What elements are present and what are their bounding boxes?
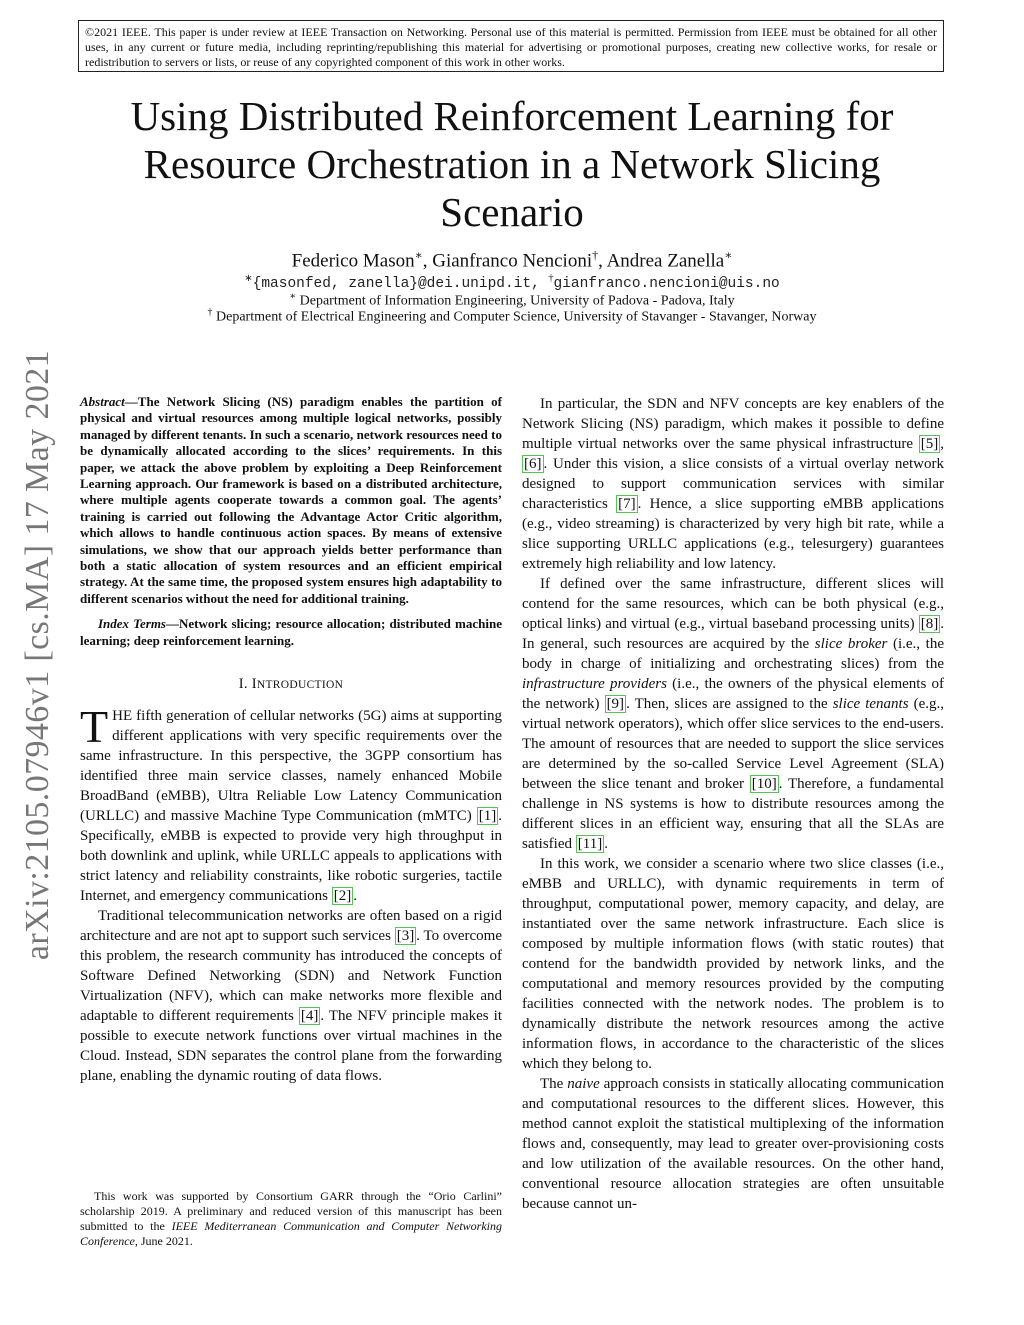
text-run: . Specifically, eMBB is expected to provide very high throughput in both downlink and uplink, while URLLC appeals to applications with strict latency and reliability constraints, like robotic surgeries, tactile Internet, and emergency communications — [80, 808, 502, 905]
section-title-rest: NTRODUCTION — [256, 679, 344, 692]
intro-paragraph-2 — [80, 906, 502, 1086]
right-column — [522, 394, 944, 1214]
text-run: . The NFV principle makes it possible to execute network functions over virtual machines in the Cloud. Instead, SDN separates the control plane from the forwarding plane, enabling the dynamic routing of data flows. — [80, 1008, 502, 1085]
citation-link[interactable]: [2] — [333, 888, 352, 905]
abstract-dash: — — [124, 394, 138, 409]
italic-term: infrastructure providers — [522, 676, 667, 692]
author-mark: † — [592, 248, 599, 262]
text-run: (i.e., the owners of the physical elements of the network) — [522, 676, 944, 712]
affiliation-mark: † — [207, 307, 213, 318]
author-3: Andrea Zanella — [606, 250, 725, 272]
abstract-label: Abstract — [80, 394, 125, 409]
body-paragraph-3: In this work, we consider a scenario where two slice classes (i.e., eMBB and URLLC), with dynamic requirements in term of throughput, computational power, memory capacity, and delay, are instantiated over the same network infrastructure. Each slice is composed by multiple information flows (with static routes) that contend for the bandwidth provided by network links, and the computational and memory resources provided by the computing facilities connected with the network nodes. The problem is to dynamically distribute the network resources among the active information flows, in accordance to the characteristic of the slices which they belong to. — [522, 856, 944, 1072]
index-terms-text: Network slicing; resource allocation; distributed machine learning; deep reinforcement learning. — [80, 616, 503, 648]
author-2: Gianfranco Nencioni — [432, 250, 593, 272]
italic-term: slice tenants — [832, 696, 909, 712]
text-run: (e.g., virtual network operators), which offer slice services to the end-users. The amount of resources that are needed to support the slice services are determined by the so-called Service Level Agreement (SLA) between the slice tenant and broker — [522, 696, 944, 792]
italic-term: naive — [567, 1076, 600, 1092]
citation-link[interactable]: [11] — [577, 836, 603, 852]
text-run: In particular, the SDN and NFV concepts are key enablers of the Network Slicing (NS) paradigm, which makes it possible to define multiple virtual networks over the same physical infrastructure — [522, 396, 944, 452]
author-list — [100, 243, 924, 273]
body-paragraph-2 — [522, 574, 944, 854]
affiliation-text: Department of Electrical Engineering and Computer Science, University of Stavanger - Stavanger, Norway — [212, 309, 817, 325]
email-mark: ∗ — [244, 273, 253, 284]
footnote — [80, 1189, 502, 1249]
author-1: Federico Mason — [291, 250, 415, 272]
arxiv-stamp — [14, 330, 62, 980]
section-numeral: I. — [238, 676, 252, 693]
text-run: . To overcome this problem, the research community has introduced the concepts of Software Defined Networking (SDN) and Network Function Virtualization (NFV), which can make networks more flexible and adaptable to different requirements — [80, 928, 503, 1025]
text-run: HE fifth generation of cellular networks (5G) aims at supporting different applications with very specific requirements over the same infrastructure. In this perspective, the 3GPP consortium has identified three main service classes, namely enhanced Mobile BroadBand (eMBB), Ultra Reliable Low Latency Communication (URLLC) and massive Machine Type Communication (mMTC) — [80, 708, 502, 825]
text-run: Traditional telecommunication networks are often based on a rigid architecture and are not apt to support such services — [80, 908, 502, 945]
text-run: The — [540, 1076, 568, 1092]
text-run: . Therefore, a fundamental challenge in NS systems is how to distribute resources among the different slices in an efficient way, ensuring that all the SLAs are satisfied — [522, 776, 944, 852]
text-run: This work was supported by Consortium GARR through the “Orio Carlini” scholarship 2019. A preliminary and reduced version of this manuscript has been submitted to the — [80, 1189, 502, 1233]
citation-link[interactable]: [7] — [618, 496, 636, 512]
affiliation-text: Department of Information Engineering, University of Padova - Padova, Italy — [296, 293, 735, 309]
affiliation-2 — [100, 304, 924, 327]
text-run: (i.e., the body in charge of initializing and orchestrating slices) from the — [522, 636, 944, 672]
author-mark: ∗ — [414, 248, 423, 262]
text-run: . — [604, 836, 608, 852]
text-run: . Hence, a slice supporting eMBB applications (e.g., video streaming) is characterized by very high bit rate, while a slice supporting URLLC applications (e.g., telesurgery) guarantees extremely high reliability and low latency. — [522, 496, 945, 572]
text-run: If defined over the same infrastructure, different slices will contend for the same resources, which can be both physical (e.g., optical links) and virtual (e.g., virtual baseband processing units) — [522, 576, 944, 632]
index-terms-dash: — — [166, 616, 179, 632]
email-group-1: {masonfed, zanella}@dei.unipd.it, — [252, 275, 549, 292]
section-title-first: I — [251, 676, 257, 693]
affiliation-mark: ∗ — [289, 291, 297, 302]
abstract-text: The Network Slicing (NS) paradigm enables the partition of physical and virtual resources among multiple logical networks, possibly managed by different tenants. In such a scenario, network resources need to be dynamically allocated according to the slices’ requirements. In this paper, we attack the above problem by exploiting a Deep Reinforcement Learning approach. Our framework is based on a distributed architecture, where multiple agents cooperate towards a common goal. The agents’ training is carried out following the Advantage Actor Critic algorithm, which allows to handle continuous action spaces. By means of extensive simulations, we show that our approach yields better performance than both a static allocation of system resources and an efficient empirical strategy. At the same time, the proposed system ensures high adaptability to different scenarios without the need for additional training. — [80, 394, 502, 606]
paper-title: Using Distributed Reinforcement Learning for Resource Orchestration in a Network Slicing Scenario — [130, 93, 894, 235]
author-sep: , — [598, 250, 607, 272]
citation-link[interactable]: [4] — [300, 1008, 319, 1025]
venue-name: IEEE Mediterranean Communication and Computer Networking Conference — [80, 1219, 502, 1248]
citation-link[interactable]: [3] — [396, 928, 415, 945]
author-sep: , — [422, 250, 433, 272]
arxiv-id: arXiv:2105.07946v1 [cs.MA] 17 May 2021 — [19, 349, 57, 961]
email-mark: † — [548, 273, 554, 284]
citation-link[interactable]: [8] — [920, 616, 939, 632]
author-mark: ∗ — [724, 248, 733, 262]
text-run: . — [353, 888, 357, 905]
body-paragraph-4 — [522, 1074, 944, 1214]
citation-link[interactable]: [1] — [478, 808, 497, 825]
left-column — [80, 394, 502, 1086]
drop-cap: T — [80, 701, 109, 753]
citation-link[interactable]: [6] — [524, 456, 542, 472]
citation-link[interactable]: [9] — [606, 696, 625, 712]
intro-paragraph-1 — [80, 701, 502, 906]
copyright-notice: ©2021 IEEE. This paper is under review at IEEE Transaction on Networking. Personal use of this material is permitted. Permission from IEEE must be obtained for all other uses, in any current or future media, including reprinting/republishing this material for advertising or promotional purposes, creating new collective works, for resale or redistribution to servers or lists, or reuse of any copyrighted component of this work in other works. — [78, 20, 944, 72]
text-run: approach consists in statically allocating communication and computational resources to the different slices. However, this method cannot exploit the statistical multiplexing of the information flows and, consequently, may lead to greater over-provisioning costs and low utilization of the available resources. On the other hand, conventional resource allocation strategies are often unsuitable because cannot un- — [522, 1076, 944, 1212]
text-run: . In general, such resources are acquired by the — [522, 616, 944, 652]
section-heading — [80, 675, 502, 694]
text-run: . Then, slices are assigned to the — [626, 696, 833, 712]
body-paragraph-1 — [522, 394, 944, 574]
abstract — [80, 394, 502, 607]
citation-link[interactable]: [10] — [751, 776, 777, 792]
email-2: gianfranco.nencioni@uis.no — [553, 275, 780, 292]
italic-term: slice broker — [814, 636, 888, 652]
citation-link[interactable]: [5] — [920, 436, 939, 452]
index-terms — [80, 616, 502, 649]
text-run: . Under this vision, a slice consists of a virtual overlay network designed to support communication services with similar characteristics — [522, 456, 944, 512]
text-run: , June 2021. — [134, 1234, 193, 1248]
text-run: , — [940, 436, 944, 452]
index-terms-label: Index Terms — [98, 616, 166, 632]
